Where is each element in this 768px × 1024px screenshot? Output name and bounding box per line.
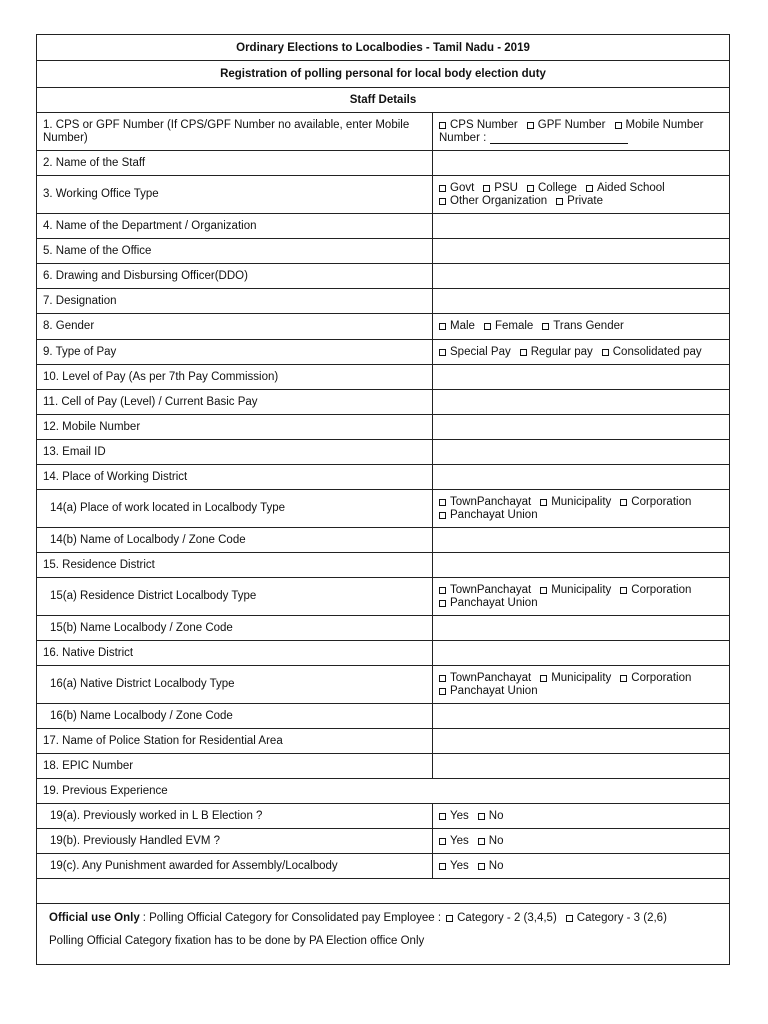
checkbox-icon [439,185,446,192]
row-value-cell[interactable] [433,415,729,439]
checkbox-icon [615,122,622,129]
form-row [37,641,729,666]
category-3-checkbox[interactable] [566,912,667,924]
row-value-cell[interactable] [433,553,729,577]
option-checkbox[interactable] [620,584,691,597]
option-checkbox[interactable] [527,119,606,132]
row-value-cell [433,854,729,878]
form-row [37,151,729,176]
option-group [439,810,512,823]
option-group [439,119,723,145]
row-label: 1. CPS or GPF Number (If CPS/GPF Number no available, enter Mobile Number) [37,113,433,150]
checkbox-icon [439,813,446,820]
form-row [37,729,729,754]
checkbox-icon [439,838,446,845]
form-row [37,754,729,779]
row-value-cell [433,113,729,150]
checkbox-icon [586,185,593,192]
form-row [37,390,729,415]
row-value-cell[interactable] [433,151,729,175]
checkbox-icon [439,600,446,607]
row-value-cell[interactable] [433,365,729,389]
option-checkbox[interactable] [478,835,504,848]
category-2-label: Category - 2 (3,4,5) [457,912,557,924]
row-value-cell[interactable] [433,289,729,313]
option-checkbox[interactable] [586,182,665,195]
row-value-cell[interactable] [433,616,729,640]
row-label: 11. Cell of Pay (Level) / Current Basic Pay [37,390,433,414]
option-label: PSU [494,181,518,194]
row-label: 14. Place of Working District [37,465,433,489]
option-checkbox[interactable] [620,672,691,685]
form-row [37,578,729,616]
row-label: 7. Designation [37,289,433,313]
checkbox-icon [478,813,485,820]
number-label: Number : [439,131,487,144]
option-label: Panchayat Union [450,508,538,521]
option-checkbox[interactable] [439,810,469,823]
row-label: 16(b) Name Localbody / Zone Code [37,704,433,728]
option-checkbox[interactable] [439,509,538,522]
row-label: 9. Type of Pay [37,340,433,364]
row-value-cell[interactable] [433,239,729,263]
row-value-cell[interactable] [433,641,729,665]
option-checkbox[interactable] [439,672,531,685]
row-label: 19. Previous Experience [43,785,168,797]
rows-container [37,113,729,879]
option-label: Corporation [631,583,692,596]
checkbox-icon [540,587,547,594]
section-title: Staff Details [37,88,729,113]
option-label: Municipality [551,495,612,508]
option-checkbox[interactable] [527,182,577,195]
form-subtitle: Registration of polling personal for local body election duty [37,61,729,88]
row-value-cell [433,314,729,339]
official-text: : Polling Official Category for Consolidated pay Employee : [142,912,442,924]
option-label: Yes [450,834,469,847]
row-value-cell [433,804,729,828]
option-checkbox[interactable] [542,320,624,333]
option-label: College [537,181,577,194]
option-checkbox[interactable] [439,496,531,509]
row-label: 6. Drawing and Disbursing Officer(DDO) [37,264,433,288]
official-note: Polling Official Category fixation has to be done by PA Election office Only [49,935,425,947]
form-row [37,666,729,704]
row-label: 14(a) Place of work located in Localbody Type [37,490,433,527]
row-label: 19(c). Any Punishment awarded for Assembly/Localbody [37,854,433,878]
checkbox-icon [478,863,485,870]
option-label: No [488,834,504,847]
row-value-cell [433,578,729,615]
form-row [37,704,729,729]
checkbox-icon [556,198,563,205]
row-value-cell[interactable] [433,440,729,464]
option-group [439,672,723,698]
option-label: CPS Number [450,118,518,131]
option-label: Panchayat Union [450,596,538,609]
option-group [439,320,633,333]
row-label: 17. Name of Police Station for Residential Area [37,729,433,753]
row-value-cell[interactable] [433,704,729,728]
checkbox-icon [540,499,547,506]
row-label: 16. Native District [37,641,433,665]
checkbox-icon [602,349,609,356]
row-label: 10. Level of Pay (As per 7th Pay Commission) [37,365,433,389]
checkbox-icon [439,675,446,682]
row-label: 14(b) Name of Localbody / Zone Code [37,528,433,552]
form-row [37,490,729,528]
blank-row [37,879,729,904]
option-label: Aided School [596,181,665,194]
row-label: 8. Gender [37,314,433,339]
option-label: TownPanchayat [450,583,532,596]
checkbox-icon [620,587,627,594]
option-label: TownPanchayat [450,495,532,508]
checkbox-icon [439,587,446,594]
checkbox-icon [520,349,527,356]
form-row [37,440,729,465]
option-checkbox[interactable] [483,182,518,195]
row-label: 18. EPIC Number [37,754,433,778]
form-row [37,804,729,829]
option-label: Special Pay [450,345,511,358]
number-underline [490,132,628,144]
row-value-cell[interactable] [433,465,729,489]
option-label: TownPanchayat [450,671,532,684]
category-3-label: Category - 3 (2,6) [576,912,667,924]
option-label: Regular pay [530,345,593,358]
option-label: Male [450,320,475,332]
form-row [37,239,729,264]
row-label: 15(a) Residence District Localbody Type [37,578,433,615]
row-label: 13. Email ID [37,440,433,464]
option-label: Female [494,320,534,332]
checkbox-icon [542,323,549,330]
form-row [37,616,729,641]
row-label: 4. Name of the Department / Organization [37,214,433,238]
option-group [439,182,723,208]
form-row [37,854,729,879]
row-value-cell[interactable] [433,754,729,778]
row-value-cell[interactable] [433,214,729,238]
option-label: Corporation [631,671,692,684]
checkbox-icon [439,499,446,506]
checkbox-icon [478,838,485,845]
category-2-checkbox[interactable] [446,912,557,924]
row-value-cell [433,829,729,853]
option-label: Govt [450,181,475,194]
official-use-section [37,904,729,964]
option-checkbox[interactable] [439,182,474,195]
form-row [37,415,729,440]
option-checkbox[interactable] [540,584,611,597]
option-checkbox[interactable] [439,685,538,698]
option-checkbox[interactable] [439,835,469,848]
form-row [37,465,729,490]
form-row [37,365,729,390]
checkbox-icon [446,915,453,922]
checkbox-icon [439,688,446,695]
option-checkbox[interactable] [540,496,611,509]
row-label: 12. Mobile Number [37,415,433,439]
row-label: 15. Residence District [37,553,433,577]
option-label: Yes [450,809,469,822]
checkbox-icon [439,122,446,129]
row-label: 19(b). Previously Handled EVM ? [37,829,433,853]
option-checkbox[interactable] [439,860,469,873]
checkbox-icon [439,512,446,519]
checkbox-icon [620,675,627,682]
checkbox-icon [439,349,446,356]
form-row [37,214,729,239]
option-checkbox[interactable] [484,320,533,333]
option-checkbox[interactable] [439,119,518,132]
option-group [439,860,512,873]
option-checkbox[interactable] [478,860,504,873]
row-label: 19(a). Previously worked in L B Election ? [37,804,433,828]
row-value-cell [433,666,729,703]
row-value-cell[interactable] [433,729,729,753]
option-group [439,584,723,610]
option-label: Other Organization [450,194,548,207]
form-row [37,176,729,214]
form-row [37,113,729,151]
option-label: GPF Number [537,118,606,131]
option-checkbox[interactable] [540,672,611,685]
checkbox-icon [620,499,627,506]
row-value-cell [433,176,729,213]
option-label: Municipality [551,583,612,596]
row-label: 3. Working Office Type [37,176,433,213]
option-label: No [488,809,504,822]
option-group [439,496,723,522]
option-checkbox[interactable] [556,195,603,208]
option-checkbox[interactable] [439,346,511,359]
form-row [37,553,729,578]
checkbox-icon [484,323,491,330]
row-value-cell [433,340,729,364]
option-label: Private [567,194,603,207]
form-row [37,779,729,804]
option-label: Yes [450,859,469,872]
row-label: 16(a) Native District Localbody Type [37,666,433,703]
row-value-cell [433,490,729,527]
checkbox-icon [540,675,547,682]
row-value-cell[interactable] [433,390,729,414]
option-label: No [488,859,504,872]
checkbox-icon [439,863,446,870]
option-checkbox[interactable] [439,597,538,610]
form-row [37,264,729,289]
checkbox-icon [439,323,446,330]
row-value-cell[interactable] [433,264,729,288]
form-row [37,340,729,365]
option-checkbox[interactable] [620,496,691,509]
option-group [439,346,711,359]
option-label: Corporation [631,495,692,508]
option-label: Trans Gender [553,320,624,332]
form-row [37,829,729,854]
form-title: Ordinary Elections to Localbodies - Tamil Nadu - 2019 [37,35,729,61]
checkbox-icon [483,185,490,192]
checkbox-icon [439,198,446,205]
row-label: 2. Name of the Staff [37,151,433,175]
official-label: Official use Only [49,912,140,924]
checkbox-icon [527,122,534,129]
option-group [439,835,512,848]
mobile-number-field[interactable] [439,132,628,145]
form-row [37,289,729,314]
row-label: 5. Name of the Office [37,239,433,263]
option-checkbox[interactable] [602,346,702,359]
row-value-cell[interactable] [433,528,729,552]
option-checkbox[interactable] [478,810,504,823]
option-checkbox[interactable] [615,119,704,132]
option-label: Mobile Number [625,118,704,131]
option-checkbox[interactable] [439,195,547,208]
checkbox-icon [566,915,573,922]
option-label: Municipality [551,671,612,684]
option-checkbox[interactable] [520,346,593,359]
option-label: Consolidated pay [612,345,702,358]
registration-form [36,34,730,965]
option-label: Panchayat Union [450,684,538,697]
option-checkbox[interactable] [439,584,531,597]
row-label: 15(b) Name Localbody / Zone Code [37,616,433,640]
option-checkbox[interactable] [439,320,475,333]
form-row [37,528,729,553]
form-row [37,314,729,340]
checkbox-icon [527,185,534,192]
